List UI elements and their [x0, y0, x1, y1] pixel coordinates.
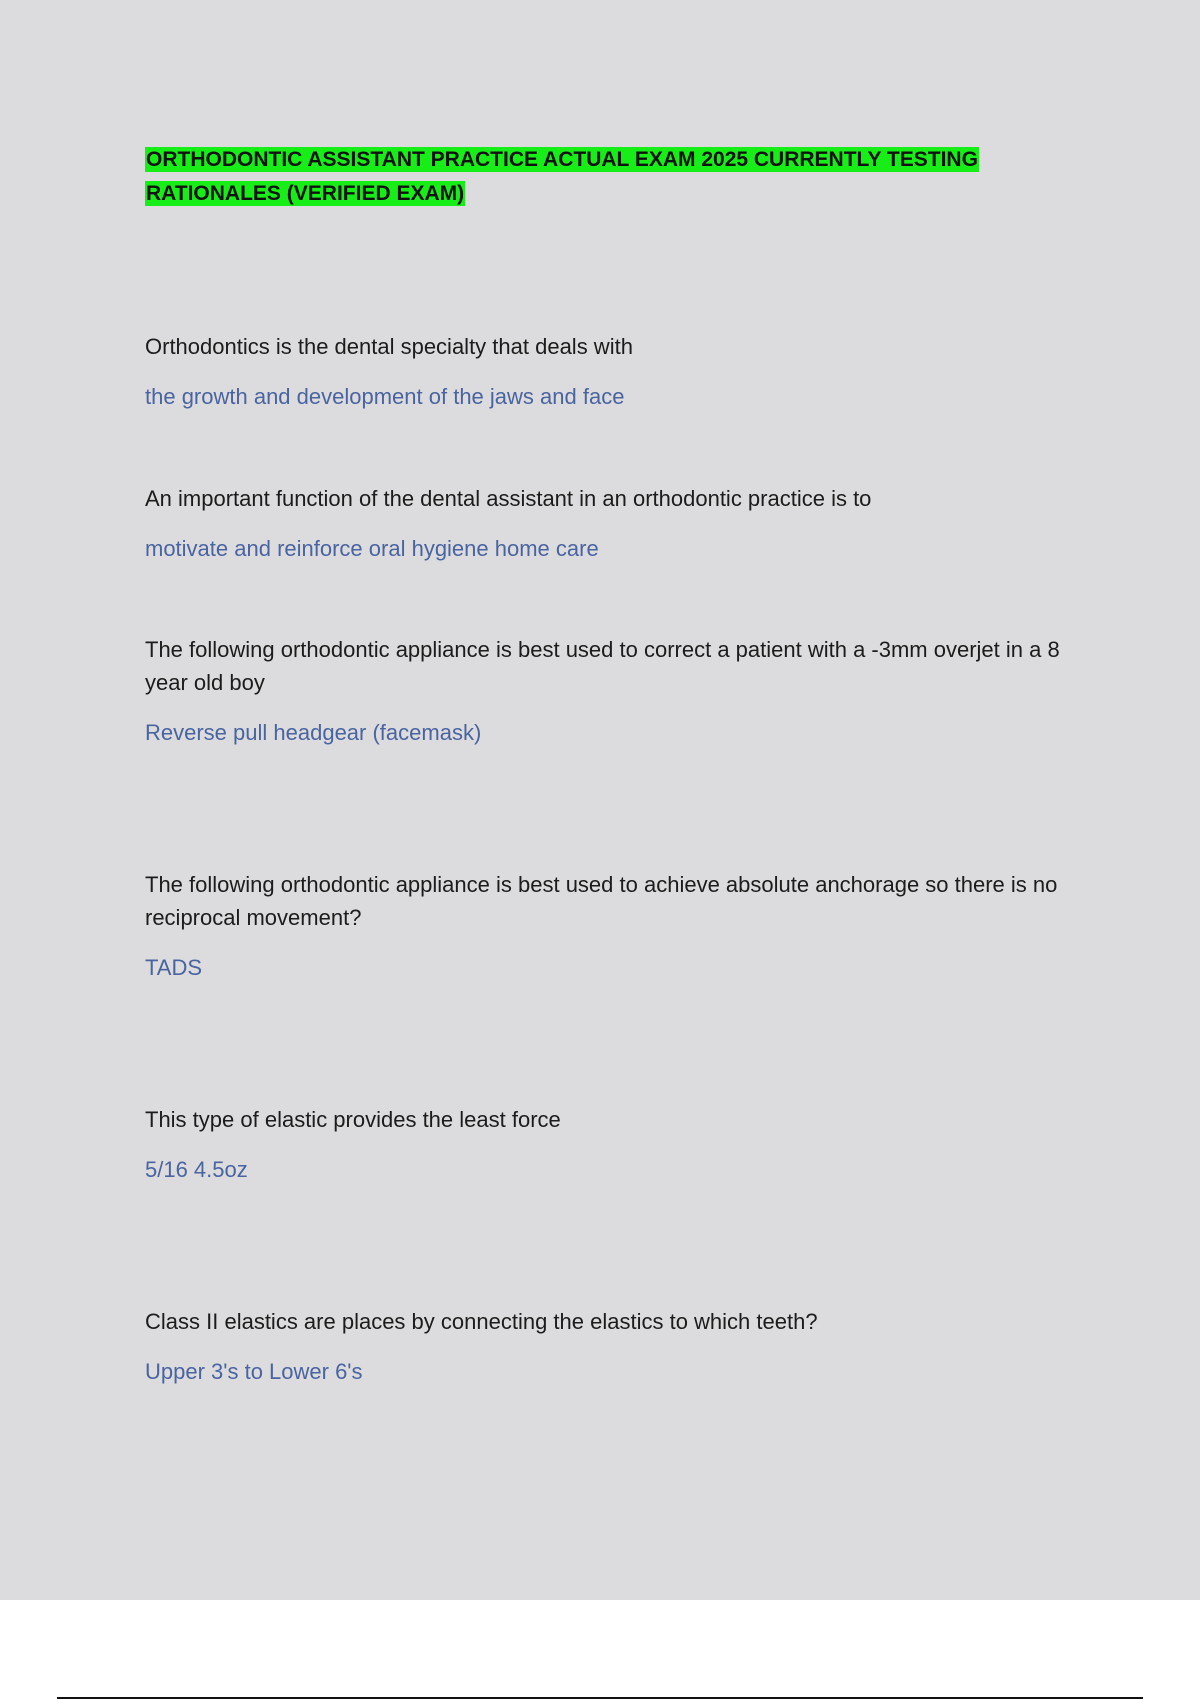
answer-text: 5/16 4.5oz: [145, 1157, 248, 1182]
qa-item-2: [145, 482, 1095, 565]
answer-text: TADS: [145, 955, 203, 980]
qa-item-3: [145, 633, 1095, 749]
qa-item-5: [145, 1103, 1095, 1186]
footer-divider: [57, 1697, 1143, 1699]
question-text: Orthodontics is the dental specialty that deals with: [145, 334, 633, 359]
question-text: The following orthodontic appliance is best used to achieve absolute anchorage so there is no reciprocal movement?: [145, 872, 1058, 930]
question-text: This type of elastic provides the least force: [145, 1107, 561, 1132]
document-title: [145, 143, 1045, 211]
question-text: Class II elastics are places by connecting the elastics to which teeth?: [145, 1309, 818, 1334]
question-text: The following orthodontic appliance is best used to correct a patient with a -3mm overjet in a 8 year old boy: [145, 637, 1060, 695]
title-highlight: ORTHODONTIC ASSISTANT PRACTICE ACTUAL EXAM 2025 CURRENTLY TESTING RATIONALES (VERIFIED EXAM): [146, 148, 978, 205]
answer-text: the growth and development of the jaws and face: [145, 384, 625, 409]
question-text: An important function of the dental assistant in an orthodontic practice is to: [145, 486, 872, 511]
qa-item-6: [145, 1305, 1095, 1388]
qa-item-4: [145, 868, 1095, 984]
answer-text: Upper 3's to Lower 6's: [145, 1359, 363, 1384]
answer-text: Reverse pull headgear (facemask): [145, 720, 482, 745]
qa-item-1: [145, 330, 1095, 413]
answer-text: motivate and reinforce oral hygiene home care: [145, 536, 599, 561]
